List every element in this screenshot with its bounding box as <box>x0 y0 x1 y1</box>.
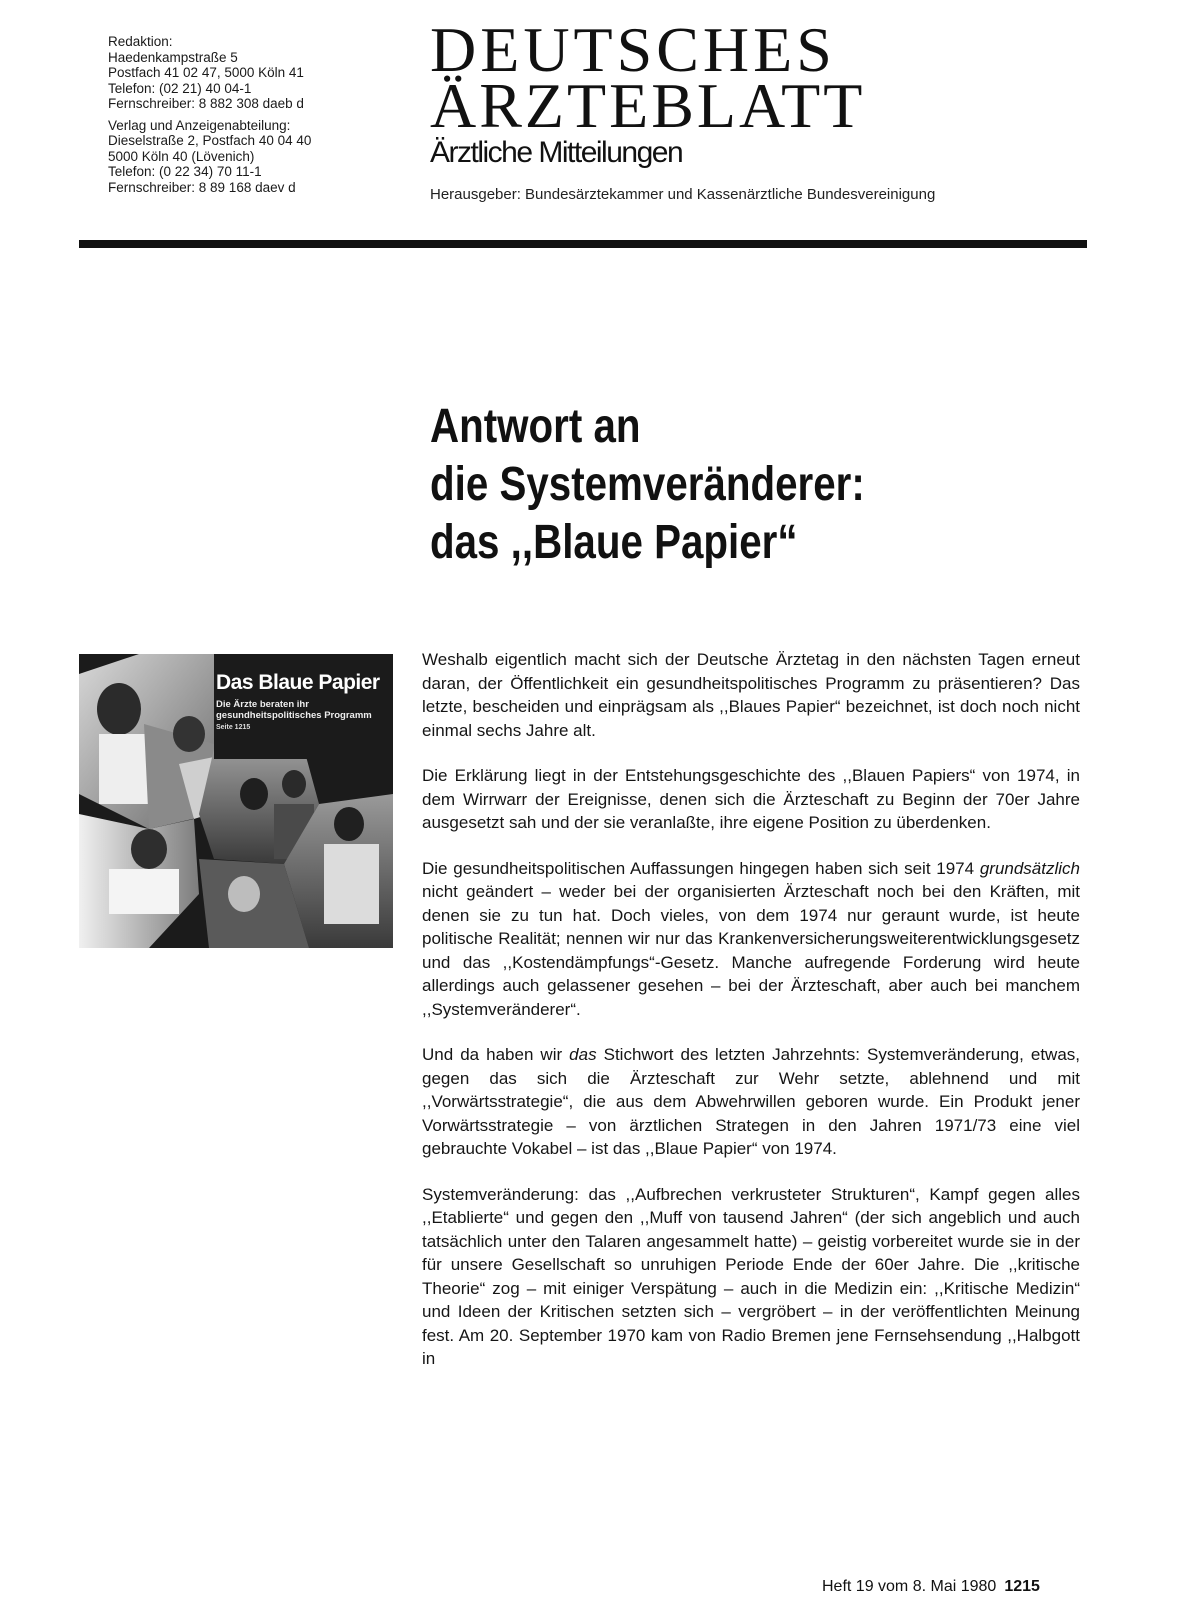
cover-title: Das Blaue Papier <box>216 671 380 694</box>
headline-line: die Systemveränderer: <box>430 458 865 511</box>
cover-subtitle: Die Ärzte beraten ihr gesundheitspolitisches Programm <box>216 699 372 721</box>
headline-line: Antwort an <box>430 400 641 453</box>
cover-page-ref: Seite 1215 <box>216 724 251 731</box>
imprint-line: Postfach 41 02 47, 5000 Köln 41 <box>108 65 304 80</box>
imprint-line: Dieselstraße 2, Postfach 40 04 40 <box>108 133 312 148</box>
imprint-block <box>108 34 408 195</box>
imprint-line: Telefon: (0 22 34) 70 11-1 <box>108 164 262 179</box>
text-run: Die gesundheitspolitischen Auffassungen hingegen haben sich seit 1974 <box>422 858 980 878</box>
imprint-line: Haedenkampstraße 5 <box>108 49 238 65</box>
imprint-line: Fernschreiber: 8 89 168 daev d <box>108 179 296 195</box>
imprint-line: Fernschreiber: 8 882 308 daeb d <box>108 96 304 111</box>
article-paragraph: Systemveränderung: das ,,Aufbrechen verkrusteter Strukturen“, Kampf gegen alles ,,Etablierte“ und gegen den ,,Muff von tausend Jahren“ (der sich angeblich und auch tatsächlich unter den Talaren angesammelt hatte) – geistig vorbereitet wurde sie in der für unsere Gesellschaft so unruhigen Periode Ende der 60er Jahre. Die ,,kritische Theorie“ zog – mit einiger Verspätung – auch in die Medizin ein: ,,Kritische Medizin“ und Ideen der Kritischen setzten sich – vergröbert – in der veröffentlichten Meinung fest. Am 20. September 1970 kam von Radio Bremen jene Fernsehsendung ,,Halbgott in <box>422 1184 1080 1368</box>
imprint-line: Verlag und Anzeigenabteilung: <box>108 117 291 133</box>
headline-line: das ,,Blaue Papier“ <box>430 516 798 569</box>
editorial-address <box>108 34 408 112</box>
masthead-publisher: Herausgeber: Bundesärztekammer und Kassenärztliche Bundesvereinigung <box>430 186 936 203</box>
masthead <box>430 14 1090 203</box>
masthead-subtitle: Ärztliche Mitteilungen <box>430 136 683 169</box>
article-body <box>422 648 1080 1393</box>
article-paragraph: Die Erklärung liegt in der Entstehungsgeschichte des ,,Blauen Papiers“ von 1974, in dem Wirrwarr der Ereignisse, denen sich die Ärzteschaft zu Beginn der 70er Jahre ausgesetzt sah und der sie veranlaßte, ihre eigene Position zu überdenken. <box>422 766 1080 832</box>
masthead-rule <box>79 240 1087 248</box>
masthead-title-line2: ÄRZTEBLATT <box>430 70 866 141</box>
imprint-line: Telefon: (02 21) 40 04-1 <box>108 80 252 96</box>
article-paragraph <box>422 1043 1080 1161</box>
imprint-line: 5000 Köln 40 (Lövenich) <box>108 148 255 164</box>
article-paragraph <box>422 857 1080 1022</box>
article-headline <box>430 398 984 572</box>
emphasis: grundsätzlich <box>979 858 1080 878</box>
text-run: Und da haben wir <box>422 1045 570 1064</box>
cover-image <box>79 654 393 948</box>
page-number: 1215 <box>1004 1578 1040 1595</box>
imprint-line: Redaktion: <box>108 34 173 49</box>
issue-info: Heft 19 vom 8. Mai 1980 <box>822 1578 997 1595</box>
text-run: nicht geändert – weder bei der organisierten Ärzteschaft noch bei den Kräften, mit denen sie zu tun hat. Doch vieles, von dem 1974 nur geraunt wurde, ist heute politische Realität; nennen wir nur das Krankenversicherungsweiterentwicklungsgesetz und das ,,Kostendämpfungs“-Gesetz. Manche aufregende Forderung wird heute allerdings auch gelassener gesehen – bei der Ärzteschaft, aber auch bei manchem ,,Systemveränderer“. <box>422 882 1080 1019</box>
page-footer <box>822 1578 1040 1596</box>
emphasis: das <box>569 1045 597 1064</box>
article-paragraph: Weshalb eigentlich macht sich der Deutsche Ärztetag in den nächsten Tagen erneut daran, der Öffentlichkeit ein gesundheitspolitisches Programm zu präsentieren? Das letzte, bescheiden und einprägsam als ,,Blaues Papier“ bezeichnet, ist doch noch nicht einmal sechs Jahre alt. <box>422 650 1080 740</box>
text-run: Stichwort des letzten Jahrzehnts: Systemveränderung, etwas, gegen das sich die Ärzteschaft zur Wehr setzte, ablehnend und mit ,,Vorwärtsstrategie“, die aus dem Abwehrwillen geboren wurde. Ein Produkt jener Vorwärtsstrategie – von ärztlichen Strategen in den Jahren 1971/73 eine viel gebrauchte Vokabel – ist das ,,Blaue Papier“ von 1974. <box>422 1045 1080 1158</box>
masthead-title-line1: DEUTSCHES <box>430 14 836 85</box>
publisher-address <box>108 118 408 196</box>
